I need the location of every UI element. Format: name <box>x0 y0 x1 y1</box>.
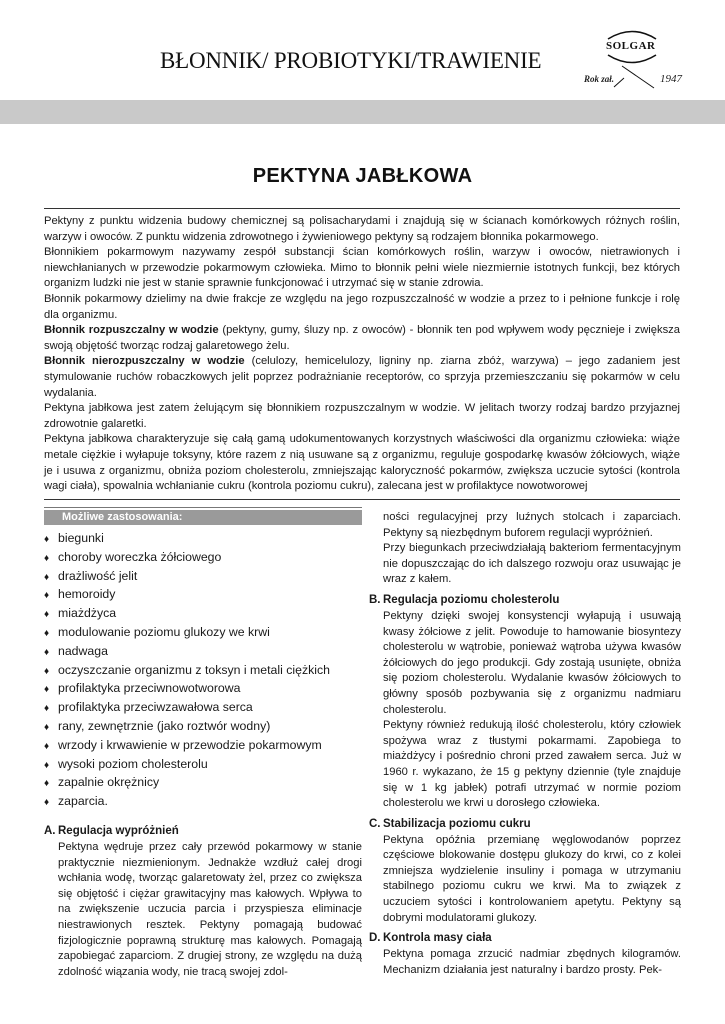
logo-founded-label: Rok zał. <box>584 74 615 84</box>
list-item-text: zapalnie okrężnicy <box>58 775 160 790</box>
section-paragraph: Pektyny również redukują ilość cholesterolu, który człowiek spożywa wraz z tłustymi pokarmami. Zapobiega to miażdżycy i pośrednio chroni przed zawałem serca. Już w 1960 r. wykazano, że 15 g pektyny dziennie (tyle znajduje się w 1 kg jabłek) potrafi utrzymać w normie poziom cholesterolu we krwi u dorosłego człowieka. <box>383 719 681 810</box>
list-item-text: zaparcia. <box>58 794 108 809</box>
list-item <box>44 530 362 549</box>
list-item <box>44 643 362 662</box>
section-heading <box>369 594 681 606</box>
page-title: PEKTYNA JABŁKOWA <box>252 165 473 187</box>
list-item-text: wysoki poziom cholesterolu <box>58 756 208 771</box>
section-letter: B. <box>369 593 381 606</box>
list-item-text: nadwaga <box>58 643 108 658</box>
header-gray-bar <box>0 100 725 124</box>
list-item-text: profilaktyka przeciwnowotworowa <box>58 681 241 696</box>
section-body: Pektyna wędruje przez cały przewód pokarmowy w stanie praktycznie niezmienionym. Jednakże wzdłuż całej drogi wchłania wodę, tworząc galaretowaty żel, przez co zwiększa się objętość i ciężar grawitacyjny mas kałowych. Wpływa to na zwiększenie uczucia parcia i przyspiesza eliminacje niestrawionych resztek. Pektyny pomagają budować fizjologicznie poprawną strukturę mas kałowych. Pomagają zapobiegać zaparciom. Z drugiej strony, ze względu na dużą zdolność wiązania wody, nie tracą swojej zdol- <box>58 840 362 978</box>
section-paragraph: Przy biegunkach przeciwdziałają bakteriom fermentacyjnym nie dopuszczając do ich dalszego rozwoju oraz usuwając je wraz z kałem. <box>383 542 681 586</box>
section-title: Regulacja poziomu cholesterolu <box>383 593 560 606</box>
intro-text-block <box>44 208 680 500</box>
list-item <box>44 718 362 737</box>
solgar-logo <box>584 28 702 92</box>
diamond-bullet-icon: ♦ <box>44 740 50 752</box>
diamond-bullet-icon: ♦ <box>44 684 50 696</box>
list-item <box>44 624 362 643</box>
list-item <box>44 793 362 812</box>
diamond-bullet-icon: ♦ <box>44 665 50 677</box>
section-heading <box>369 932 681 944</box>
section-body: Pektyna pomaga zrzucić nadmiar zbędnych kilogramów. Mechanizm działania jest naturalny i bardzo prosty. Pek- <box>383 948 681 976</box>
list-item <box>44 549 362 568</box>
list-item <box>44 662 362 681</box>
list-item <box>44 680 362 699</box>
intro-paragraph: Pektyna jabłkowa jest zatem żelującym się błonnikiem rozpuszczalnym w wodzie. W jelitach tworzy rodzaj bardzo przyjaznej zdrowotnie galaretki. <box>44 402 680 430</box>
list-item-text: miażdżyca <box>58 606 117 621</box>
logo-founded-year: 1947 <box>660 73 682 85</box>
diamond-bullet-icon: ♦ <box>44 534 50 545</box>
column-divider-line <box>44 507 362 508</box>
diamond-bullet-icon: ♦ <box>44 778 50 790</box>
list-item <box>44 774 362 793</box>
list-item-text: hemoroidy <box>58 587 116 602</box>
section-header-title: BŁONNIK/ PROBIOTYKI/TRAWIENIE <box>160 48 542 73</box>
section-a-continued <box>383 510 681 588</box>
section-heading <box>44 825 362 837</box>
section-letter: D. <box>369 932 381 945</box>
list-item-text: rany, zewnętrznie (jako roztwór wodny) <box>58 718 271 733</box>
uses-header: Możliwe zastosowania: <box>44 510 362 525</box>
intro-paragraph: Pektyna jabłkowa charakteryzuje się całą gamą udokumentowanych korzystnych właściwości dla organizmu człowieka: wiąże metale ciężkie i wyłapuje toksyny, które razem z nią usuwane są z organizmu, reguluje gospodarkę kwasów żółciowych, wiąże je i usuwa z organizmu, obniża poziom cholesterolu, zmniejszając kaloryczność pokarmów, zwiększa uczucie sytości (kontrola wagi ciała), spowalnia wchłanianie cukru (kontrola poziomu cukru), zalecana jest w profilaktyce nowotworowej <box>44 433 680 493</box>
intro-bold-term: Błonnik rozpuszczalny w wodzie <box>44 324 219 337</box>
section-heading <box>369 818 681 830</box>
logo-brand-name: SOLGAR <box>606 40 656 52</box>
uses-list <box>44 530 362 812</box>
diamond-bullet-icon: ♦ <box>44 627 50 639</box>
list-item-text: oczyszczanie organizmu z toksyn i metali ciężkich <box>58 662 330 677</box>
diamond-bullet-icon: ♦ <box>44 759 50 771</box>
list-item <box>44 737 362 756</box>
section-title: Stabilizacja poziomu cukru <box>383 817 531 830</box>
section-c <box>369 818 681 927</box>
diamond-bullet-icon: ♦ <box>44 552 50 564</box>
diamond-bullet-icon: ♦ <box>44 797 50 809</box>
section-letter: A. <box>44 824 56 837</box>
diamond-bullet-icon: ♦ <box>44 590 50 602</box>
section-letter: C. <box>369 817 381 830</box>
intro-bold-term: Błonnik nierozpuszczalny w wodzie <box>44 355 245 368</box>
list-item <box>44 756 362 775</box>
intro-paragraph: Błonnik pokarmowy dzielimy na dwie frakcje ze względu na jego rozpuszczalność w wodzie a przez to i pełnione funkcje i rolę dla organizmu. <box>44 292 680 321</box>
diamond-bullet-icon: ♦ <box>44 721 50 733</box>
section-body <box>383 609 681 812</box>
diamond-bullet-icon: ♦ <box>44 609 50 621</box>
list-item-text: modulowanie poziomu glukozy we krwi <box>58 624 270 639</box>
list-item-text: profilaktyka przeciwzawałowa serca <box>58 700 253 715</box>
intro-paragraph: Pektyny z punktu widzenia budowy chemicznej są polisacharydami i znajdują się w ścianach komórkowych różnych roślin, warzyw i owoców. Z punktu widzenia zdrowotnego i żywieniowego pektyny są rodzajem błonnika pokarmowego. <box>44 215 680 243</box>
intro-term-text: (celulozy, hemicelulozy, ligniny np. ziarna zbóż, warzywa) – jego zadaniem jest stymulowanie ruchów robaczkowych jelit poprzez podrażnianie receptorów, co sprzyja przemieszczaniu się pokarmów w celu wydalania. <box>44 355 680 399</box>
left-column <box>44 510 362 980</box>
intro-paragraph: Błonnikiem pokarmowym nazywamy zespół substancji ścian komórkowych roślin, warzyw i owoców, nietrawionych i niewchłanianych w przewodzie pokarmowym człowieka. Mimo to błonnik pełni wiele niezmiernie istotnych funkcji, bez których organizm ludzki nie jest w stanie sprawnie funkcjonować i utrzymać się w stanie zdrowia. <box>44 246 680 290</box>
list-item <box>44 568 362 587</box>
intro-term-text: (pektyny, gumy, śluzy np. z owoców) - błonnik ten pod wpływem wody pęcznieje i zwiększa swoją objętość tworząc rodzaj galaretowego żelu. <box>44 324 681 352</box>
list-item-text: choroby woreczka żółciowego <box>58 549 222 564</box>
section-a <box>44 825 362 980</box>
right-column <box>369 510 681 978</box>
section-b <box>369 594 681 812</box>
section-paragraph: ności regulacyjnej przy luźnych stolcach i zaparciach. Pektyny są niezbędnym buforem regulacji wypróżnień. <box>383 511 681 539</box>
diamond-bullet-icon: ♦ <box>44 646 50 658</box>
list-item-text: biegunki <box>58 531 104 545</box>
intro-paragraph <box>44 323 680 354</box>
list-item-text: drażliwość jelit <box>58 568 138 583</box>
section-d <box>369 932 681 978</box>
list-item <box>44 699 362 718</box>
section-title: Kontrola masy ciała <box>383 932 492 945</box>
list-item <box>44 605 362 624</box>
intro-paragraph <box>44 354 680 401</box>
diamond-bullet-icon: ♦ <box>44 703 50 715</box>
list-item <box>44 586 362 605</box>
section-title: Regulacja wypróżnień <box>58 824 179 837</box>
section-paragraph: Pektyny dzięki swojej konsystencji wyłapują i usuwają kwasy żółciowe z jelit. Powoduje to hamowanie biosyntezy cholesterolu w wątrobie, ponieważ wątroba używa kwasów żółciowych do jego produkcji. Gdy zostają usunięte, obniża się poziom cholesterolu. Wydalanie kwasów żółciowych to główny sposób pozbywania się z organizmu nadmiaru cholesterolu. <box>383 609 681 716</box>
list-item-text: wrzody i krwawienie w przewodzie pokarmowym <box>58 737 322 752</box>
section-body: Pektyna opóźnia przemianę węglowodanów poprzez częściowe blokowanie dostępu glukozy do krwi, co z kolei zmniejsza wydzielenie insuliny i pomaga w utrzymaniu stabilnego poziomu cukru we krwi. Ma to związek z uczuciem sytości i kontrolowaniem apetytu. Pektyny są dobrymi modulatorami glukozy. <box>383 833 681 924</box>
diamond-bullet-icon: ♦ <box>44 571 50 583</box>
